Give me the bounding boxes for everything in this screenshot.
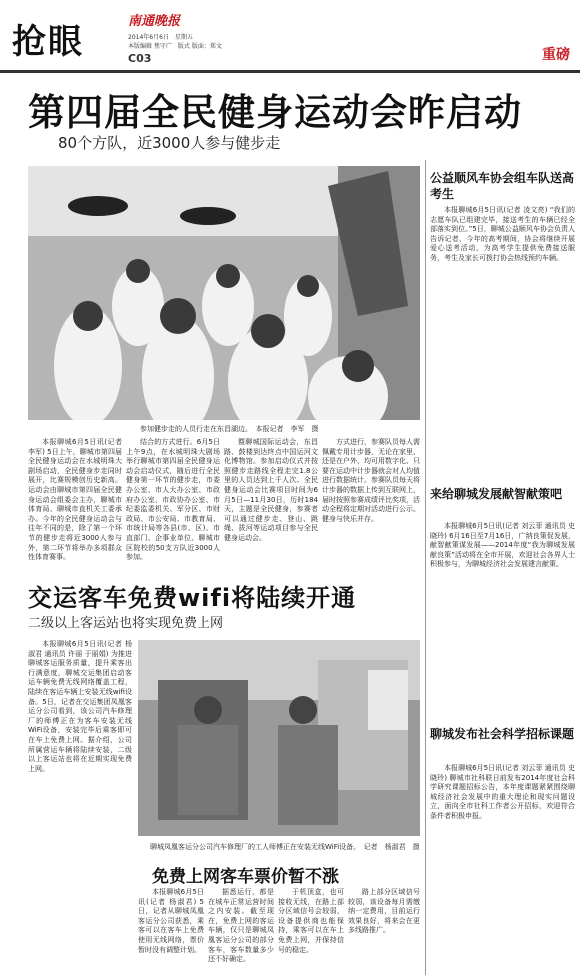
section-tag: 重磅 [542, 47, 570, 63]
walk-photo-caption: 参加健步走的人员行走在东昌湖边。 本报记者 李军 摄 [140, 425, 319, 433]
wifi-photo-caption: 聊城凤凰客运分公司汽车修理厂的工人师傅正在安装无线WiFi设备。 记者 杨淑君 摄 [150, 843, 420, 851]
story-column-4: 方式进行，参赛队员每人需佩戴专用计步器，无论在家里、还是在户外，均可用数字化、只要在运动中计步器就会对人均值进行数据统计。参赛队员每天将计步器的数据上传到互联网上，届时按照参赛成绩评比奖项，活动全程将定期对活动进行公示。健身与快乐并存。 [322, 438, 420, 523]
section-name: 抢眼 [12, 22, 84, 62]
fare-column-1: 本报聊城6月5日讯(记者 杨淑君) 5日，记者从聊城凤凰客运分公司获悉，乘客可以在客车上免费使用无线网络，票价暂时没有调整计划。 [138, 888, 204, 954]
wifi-story-column: 本报聊城6月5日讯(记者 杨淑君 通讯员 许丽 于丽娟) 为推进聊城客运服务质量，提升乘客出行满意度，聊城交运集团启动客运车辆免费无线网络覆盖工程，陆续在客运车辆上安装无线wifi设备。5日，记者在交运集团凤凰客运分公司看到，该公司汽车修理厂的师傅正在为客车安装无线WiFi设备，安装完毕后乘客即可在车上免费上网。据介绍，公司所属营运车辆将陆续安装，二级以上客运站也将在近期实现免费上网。 [28, 640, 132, 773]
rail-title-1: 公益顺风车协会组车队送高考生 [430, 171, 575, 201]
issue-date: 2014年6月6日 星期五 [128, 34, 193, 41]
header-rule [0, 70, 580, 73]
fare-column-4: 路上部分区域信号较弱，该设备每月需缴纳一定费用，目前运行效果良好，将来会在更多线路推广。 [348, 888, 420, 935]
page-number: C03 [128, 52, 152, 65]
story-column-3: 暨聊城国际运动会，东昌路、鼓楼到达终点中国运河文化博物馆。参加启动仪式并按照健步走路线全程走完1.8公里的人员达到上千人次。全民健身运动会比赛项目时间为6月5日—11月30日，历时184天，主题是全民健身，参赛者可以通过健步走、登山、跳绳、拔河等运动项目参与全民健身运动会。 [224, 438, 318, 542]
page-header [0, 0, 580, 78]
newspaper-logo: 南通晚报 [128, 14, 181, 29]
walk-photo [28, 166, 420, 420]
story-column-2: 结合的方式进行。6月5日上午9点，在水城明珠大剧场举行聊城市第四届全民健身运动会启动仪式，随后进行全民健身第一环节的健步走，市委办公室、市人大办公室、市政府办公室、市政协办公室、市纪委监委机关、军分区、市财政局、市公安局、市教育局、市统计局等各县(市、区)、市直部门、企事业单位、聊城市区院校的50支方队近3000人参加。 [126, 438, 220, 562]
fare-column-2: 据悉运行，都是在城车正常运营时间之内安装。截至现在，免费上网的客运车辆，仅只是聊城凤凰客运分公司的部分客车，客车数量多少还不好确定。 [208, 888, 274, 964]
main-headline: 第四届全民健身运动会昨启动 [28, 91, 522, 134]
wifi-headline: 交运客车免费wifi将陆续开通 [28, 584, 357, 612]
rail-body-2: 本报聊城6月5日讯(记者 刘云菲 通讯员 史晓玲) 6月16日至7月16日，广纳良策促发展，献智献策谋发展——2014年度“我为聊城发展献良策”活动将在全市开展，欢迎社会各界人士积极参与，为聊城经济社会发展建言献策。 [430, 522, 575, 569]
rail-body-3: 本报聊城6月5日讯(记者 刘云菲 通讯员 史晓玲) 聊城市社科联日前发布2014年度社会科学研究课题招标公告，本年度课题紧紧围绕聊城经济社会发展中的重大理论和现实问题设立，面向全市社科工作者公开招标，欢迎符合条件者积极申报。 [430, 764, 575, 820]
rail-title-2: 来给聊城发展献智献策吧 [430, 487, 563, 501]
wifi-subhead: 二级以上客运站也将实现免费上网 [28, 616, 224, 631]
fare-column-3: 于机顶盒，也可接收无线，在路上部分区域信号会较弱，设备提供商也能保持，乘客可以在车上免费上网，并保持信号的稳定。 [278, 888, 344, 954]
rail-body-1: 本报聊城6月5日讯(记者 凌文亮) “我们的志愿车队已组建完毕，接送考生的车辆已经全部落实到位。”5日，聊城公益顺风车协会负责人告诉记者，今年的高考期间，协会将继续开展爱心送考活动，为高考学生提供免费接送服务，考生及家长可拨打协会热线预约车辆。 [430, 206, 575, 262]
rail-divider [425, 160, 426, 975]
rail-title-3: 聊城发布社会科学招标课题 [430, 727, 575, 741]
story-column-1: 本报聊城6月5日讯(记者 李军) 5日上午，聊城市第四届全民健身运动会在水城明珠大剧场启动，全民健身步走同时展开，比赛规模创历史新高。运动会由聊城市第四届全民健身运动会组委会主办，聊城市体育局、聊城市直机关工委承办。今年的全民健身运动会与往年不同的是，除了第一个环节的健步走将近3000人参与外，第二环节将举办多项群众性体育赛事。 [28, 438, 122, 562]
main-subhead: 80个方队，近3000人参与健步走 [58, 134, 281, 152]
fare-headline: 免费上网客车票价暂不涨 [152, 867, 339, 887]
editor-credits: 本版编辑 焦守广 版式 版面：郑文 [128, 43, 222, 50]
wifi-photo [138, 640, 420, 836]
